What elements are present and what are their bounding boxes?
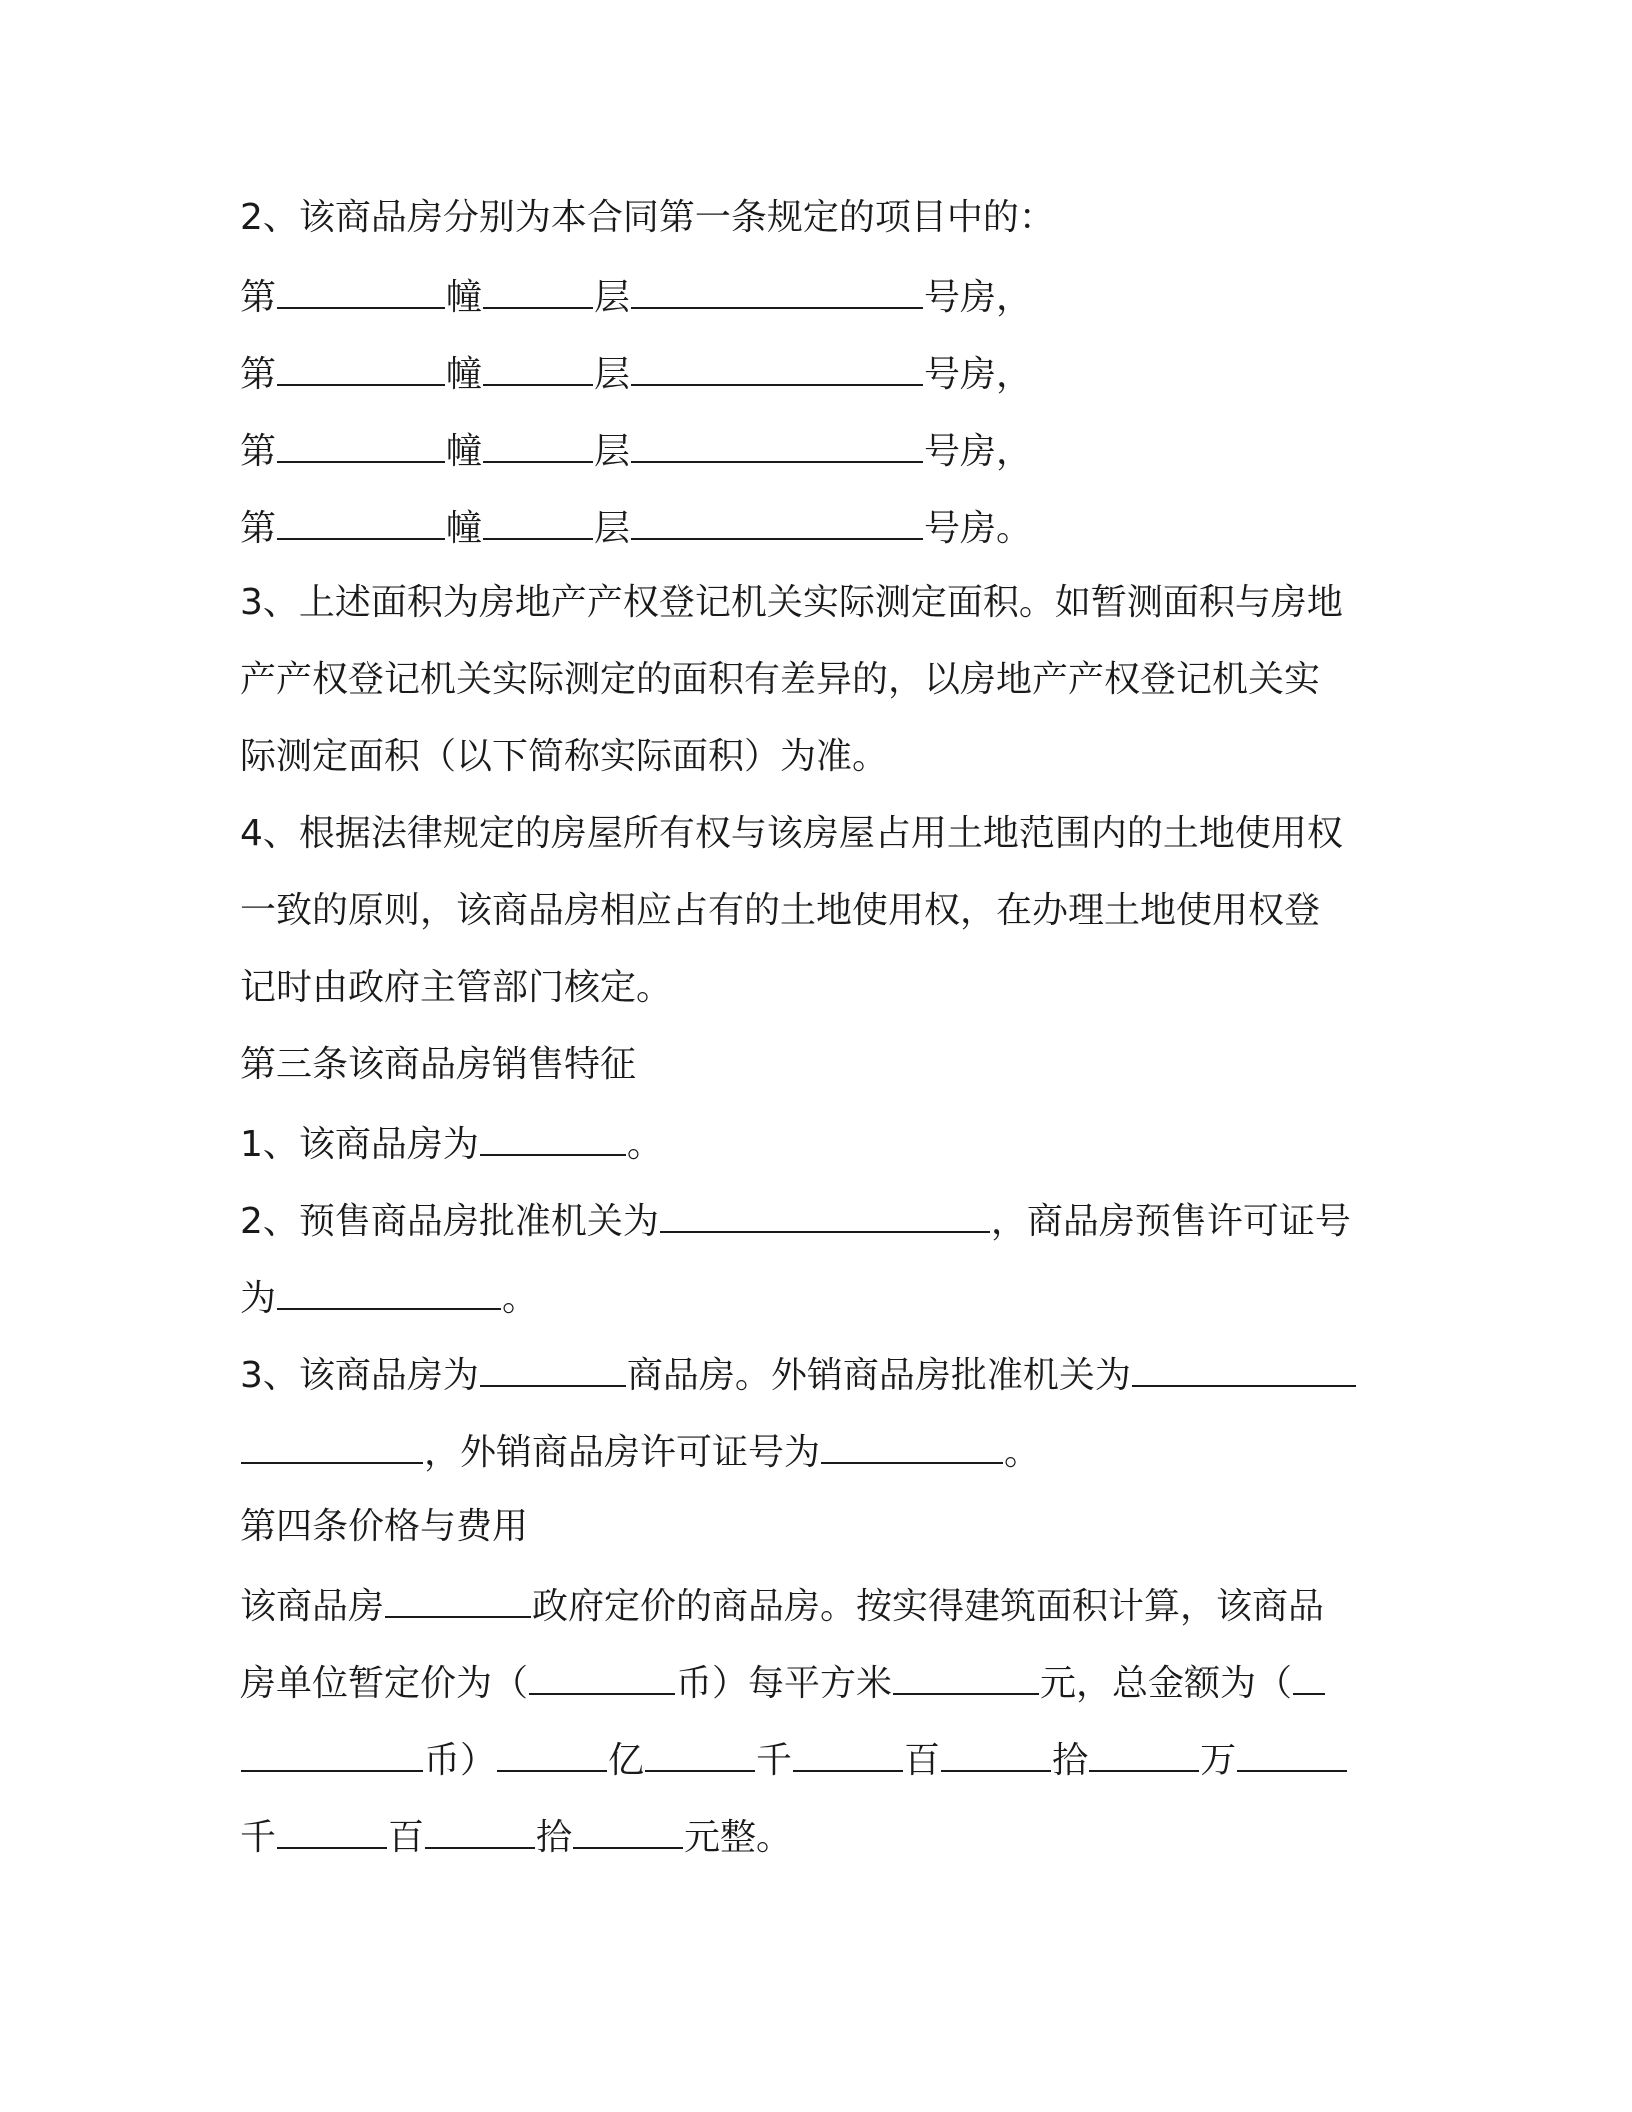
item2-line2-prefix: 为 [240,1278,277,1319]
ceng-label: 层 [594,508,631,549]
bai-blank-2[interactable] [277,1813,387,1849]
building-blank[interactable] [277,273,445,309]
room-blank[interactable] [631,350,923,386]
total-currency-blank-cont[interactable] [241,1736,423,1772]
qian-label: 千 [756,1740,793,1781]
floor-blank[interactable] [483,427,593,463]
item4-line-2: 一致的原则，该商品房相应占有的土地使用权，在办理土地使用权登 [240,890,1321,931]
clause4-line-4 [240,1813,792,1857]
item2-prefix: 2、预售商品房批准机关为 [240,1201,659,1242]
currency-blank[interactable] [529,1659,675,1695]
line3-a: 币） [424,1740,497,1781]
zhuang-label: 幢 [446,508,483,549]
haofang-label: 号房， [924,354,1033,395]
haofang-label: 号房， [924,277,1033,318]
building-blank[interactable] [277,504,445,540]
bai-label: 百 [904,1740,941,1781]
line1-suffix: 政府定价的商品房。按实得建筑面积计算，该商品 [532,1586,1325,1627]
item1-prefix: 1、该商品房为 [240,1124,479,1165]
line2-b: 币）每平方米 [676,1663,893,1704]
pricing-type-blank[interactable] [385,1582,531,1618]
item3-mid: 商品房。外销商品房批准机关为 [626,1355,1131,1396]
zhuang-label: 幢 [446,354,483,395]
building-blank[interactable] [277,427,445,463]
haofang-label: 号房。 [924,508,1033,549]
approval-authority-blank[interactable] [660,1197,990,1233]
yuan-blank[interactable] [573,1813,683,1849]
clause4-line-1 [240,1582,1324,1626]
export-permit-blank[interactable] [821,1428,1003,1464]
yuan-label: 元整。 [684,1817,793,1858]
building-blank[interactable] [277,350,445,386]
item2-intro: 2、该商品房分别为本合同第一条规定的项目中的： [240,197,1055,238]
item2-line2-suffix: 。 [502,1278,539,1319]
room-line-2 [240,350,1032,394]
room-blank[interactable] [631,427,923,463]
floor-blank[interactable] [483,273,593,309]
room-line-1 [240,273,1032,317]
presale-permit-blank[interactable] [277,1274,501,1310]
floor-blank[interactable] [483,504,593,540]
house-type-blank[interactable] [480,1120,626,1156]
shi-blank[interactable] [941,1736,1051,1772]
clause4-line-2 [240,1659,1326,1703]
clause3-item1 [240,1120,663,1164]
clause3-item2-line2 [240,1274,538,1318]
wan-label: 万 [1200,1740,1237,1781]
qian-blank[interactable] [645,1736,755,1772]
clause4-line-3 [240,1736,1348,1780]
room-line-4 [240,504,1032,548]
ceng-label: 层 [594,431,631,472]
yi-label: 亿 [608,1740,645,1781]
ceng-label: 层 [594,354,631,395]
yi-blank[interactable] [497,1736,607,1772]
di-label: 第 [240,354,277,395]
item1-suffix: 。 [626,1124,663,1165]
wan-after-blank[interactable] [1237,1736,1347,1772]
item2-mid: ，商品房预售许可证号 [990,1201,1351,1242]
qian-label-2: 千 [240,1817,277,1858]
item3-line-3: 际测定面积（以下简称实际面积）为准。 [240,736,889,777]
clause3-item2 [240,1197,1351,1241]
bai-label-2: 百 [388,1817,425,1858]
line2-a: 房单位暂定价为（ [240,1663,529,1704]
total-currency-blank[interactable] [1293,1659,1325,1695]
shi-label: 拾 [1052,1740,1089,1781]
wan-blank[interactable] [1089,1736,1199,1772]
line2-c: 元，总金额为（ [1040,1663,1293,1704]
room-blank[interactable] [631,504,923,540]
shi-blank-2[interactable] [425,1813,535,1849]
sale-type-blank[interactable] [480,1351,626,1387]
item3-line2-mid: ，外销商品房许可证号为 [424,1432,821,1473]
floor-blank[interactable] [483,350,593,386]
export-authority-blank[interactable] [1132,1351,1356,1387]
ceng-label: 层 [594,277,631,318]
room-blank[interactable] [631,273,923,309]
item4-line-3: 记时由政府主管部门核定。 [240,967,673,1008]
zhuang-label: 幢 [446,277,483,318]
di-label: 第 [240,508,277,549]
haofang-label: 号房， [924,431,1033,472]
zhuang-label: 幢 [446,431,483,472]
item4-line-1: 4、根据法律规定的房屋所有权与该房屋占用土地范围内的土地使用权 [240,813,1343,854]
room-line-3 [240,427,1032,471]
item3-line-1: 3、上述面积为房地产产权登记机关实际测定面积。如暂测面积与房地 [240,582,1343,623]
line1-prefix: 该商品房 [240,1586,385,1627]
bai-blank[interactable] [793,1736,903,1772]
clause3-item3-line2 [240,1428,1040,1472]
export-authority-blank-cont[interactable] [241,1428,423,1464]
clause4-heading: 第四条价格与费用 [240,1506,529,1547]
clause3-item3 [240,1351,1357,1395]
clause3-heading: 第三条该商品房销售特征 [240,1044,637,1085]
item3-line2-suffix: 。 [1004,1432,1041,1473]
unit-price-blank[interactable] [893,1659,1039,1695]
di-label: 第 [240,431,277,472]
di-label: 第 [240,277,277,318]
shi-label-2: 拾 [536,1817,573,1858]
item3-line-2: 产产权登记机关实际测定的面积有差异的，以房地产产权登记机关实 [240,659,1321,700]
item3-prefix: 3、该商品房为 [240,1355,479,1396]
